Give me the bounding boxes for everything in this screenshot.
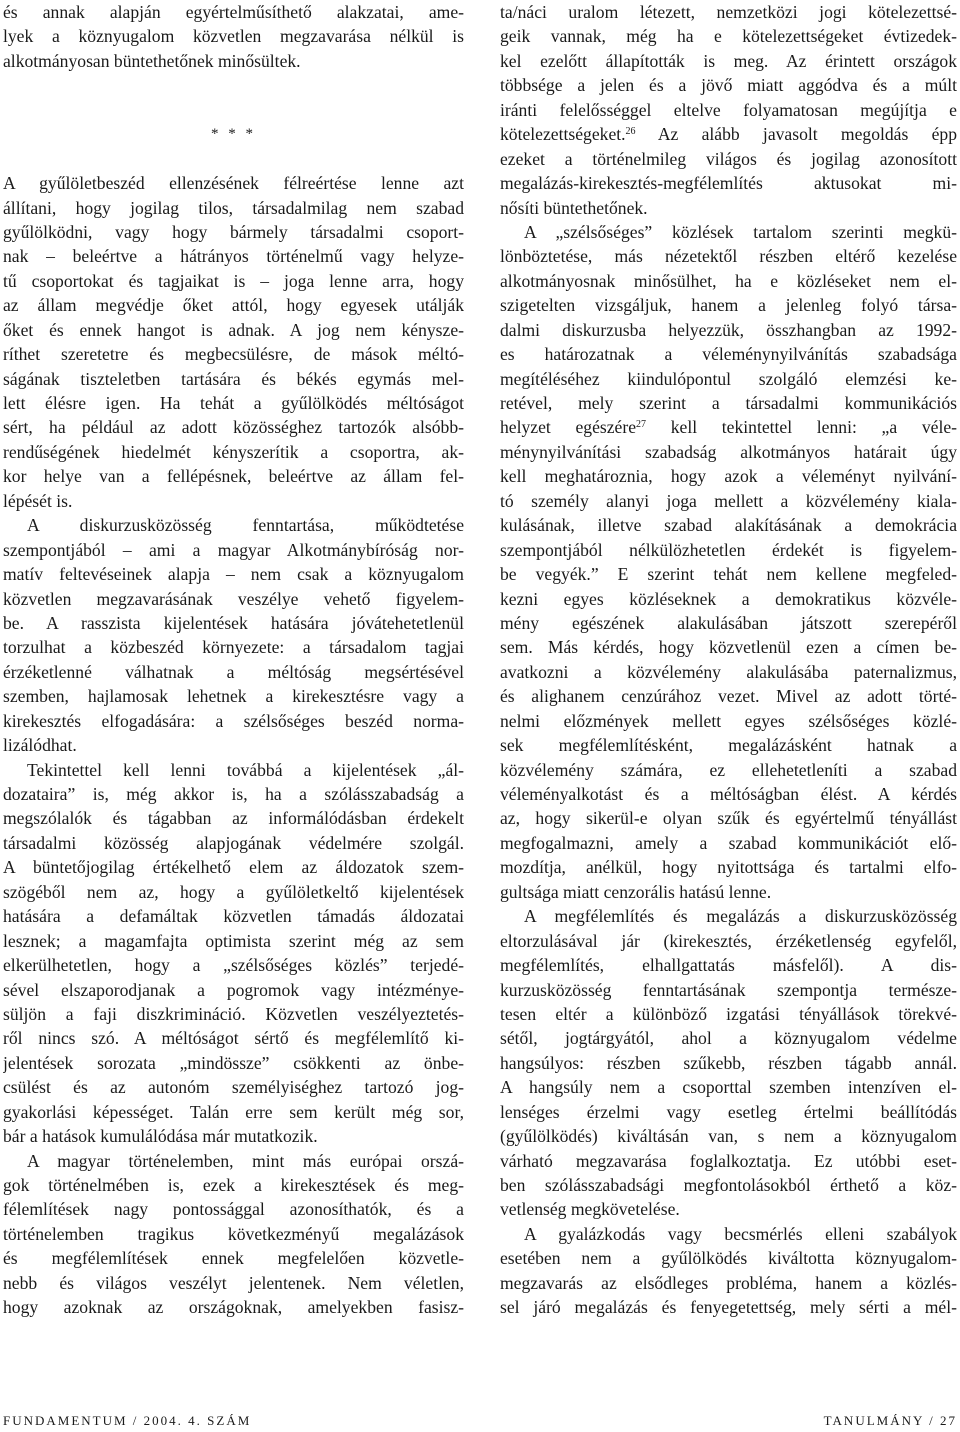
text-line: megszólalók és tágabban az informálódásban érdekelt — [3, 808, 464, 829]
text-line: mény egészének alakulásában játszott szerepéről — [500, 612, 957, 633]
text-line: bár a hatások kumulálódása már mutatkozik. — [3, 1126, 318, 1147]
text-line: közvetlen megzavarásának veszélye vehető figyelem- — [3, 588, 464, 609]
text-line: ta/náci uralom létezett, nemzetközi jogi kötelezettsé- — [500, 2, 957, 22]
text-line: nősíti büntethetőnek. — [500, 197, 648, 218]
text-line: avatkozni a közvélemény alakulásába paternalizmus, — [500, 661, 957, 682]
text-line: ságának tiszteletben tartására és békés egymás mel- — [3, 368, 464, 389]
text-segment: Az alább javasolt megoldás épp — [635, 124, 957, 145]
text-line: vetlenség megkövetelése. — [500, 1199, 680, 1220]
text-line: gyakorlási képességet. Talán erre sem került még sor, — [3, 1101, 464, 1122]
footer-journal: FUNDAMENTUM / 2004. 4. SZÁM — [3, 1413, 252, 1428]
text-line: Tekintettel kell lenni továbbá a kijelentések „ál- — [27, 759, 464, 780]
text-line: kel ezelőtt állapították is meg. Az érintett országok — [500, 50, 957, 71]
text-line: hatására a defamáltak közvetlen támadás áldozatai — [3, 906, 464, 927]
text-line: az állam megvédje őket attól, hogy egyesek utálják — [3, 295, 464, 316]
text-line: szögéből nem az, hogy a gyűlöletkeltő kijelentések — [3, 881, 464, 902]
text-line: ríthet szeretetre és megbecsülésre, de mások méltó- — [3, 344, 464, 365]
text-line: sétől, jogtárgyától, ahol a köznyugalom védelme — [500, 1028, 957, 1049]
text-line: megítéléséhez kiindulópontul szolgáló elemzési ke- — [500, 368, 957, 389]
text-line: ben szólásszabadsági megfontolásokból érthető a köz- — [500, 1175, 957, 1195]
text-line — [500, 415, 957, 439]
text-line: nelmi előzmények mellett egyes szélsőséges közlé- — [500, 710, 957, 731]
text-line — [500, 122, 957, 146]
text-line: eltorzulásával jár (kirekesztés, érzéketlenség egyfelől, — [500, 930, 957, 951]
text-line: geik vannak, még ha e kötelezettségeket évtizedek- — [500, 26, 957, 47]
text-line: állítani, hogy jogilag tilos, társadalmilag nem szabad — [3, 197, 464, 218]
text-line: es határozatnak a véleménynyilvánítás szabadsága — [500, 344, 957, 365]
text-line: megfélemlítés, elhallgattatás másfelől). A dis- — [500, 955, 957, 976]
text-line: és annak alapján egyértelműsíthető alakzatai, ame- — [3, 2, 464, 22]
text-line: A hangsúly nem a csoporttal szemben intenzíven el- — [500, 1077, 957, 1098]
text-line: az, hogy sikerül-e olyan szűk és egyértelmű tényállást — [500, 808, 957, 829]
text-line: tű csoportokat és tagjaikat is – joga lenne arra, hogy — [3, 270, 464, 291]
text-line: A magyar történelemben, mint más európai orszá- — [27, 1150, 464, 1171]
text-line: iránti felelősséggel eltelve folyamatosan megújítja e — [500, 99, 957, 120]
text-segment: helyzet egészére — [500, 417, 637, 438]
text-line: kirekesztés elfogadására: a szélsőséges beszéd norma- — [3, 710, 464, 731]
text-line: lönböztetése, más nézetektől részben eltérő kezelése — [500, 246, 957, 267]
text-line: dalmi diskurzusba helyezzük, összhangban az 1992- — [500, 319, 957, 340]
text-line: kurzusközösség fenntartásának szempontja természe- — [500, 979, 957, 1000]
text-line: sel járó megalázás és fenyegetettség, mely sérti a mél- — [500, 1297, 957, 1318]
text-line: be. A rasszista kijelentések hatására jóvátehetetlenül — [3, 612, 464, 633]
text-line: lett élésre igen. Ha tehát a gyűlölködés méltóságot — [3, 393, 464, 413]
text-line: szigetelten vizsgáljuk, hanem a jelenleg folyó társa- — [500, 295, 957, 316]
text-line: A gyalázkodás vagy becsmérlés elleni szabályok — [524, 1223, 957, 1244]
section-separator: * * * — [211, 126, 256, 143]
text-line: nebb és világos veszélyt jelentenek. Nem véletlen, — [3, 1272, 464, 1293]
text-line: jelentések sorozata „mindössze” csökkenti az önbe- — [3, 1052, 464, 1073]
text-line: A diskurzusközösség fenntartása, működtetése — [27, 515, 464, 536]
text-line: sért, ha például az adott közösséghez tartozók alsóbb- — [3, 417, 464, 438]
text-line: kell meghatároznia, hogy azok a véleményt nyilvání- — [500, 466, 957, 487]
text-line: véleményalkotást és a méltóságban élést. A kérdés — [500, 784, 957, 804]
footnote-ref: 27 — [636, 419, 647, 431]
text-line: mozdítja, anélkül, hogy nyitottsága és tartalmi elfo- — [500, 857, 957, 878]
text-line: és alighanem cenzúrához vezet. Mivel az adott törté- — [500, 686, 957, 707]
text-line: történelemben tragikus következményű megalázások — [3, 1223, 464, 1244]
text-line: nak – beleértve a hátrányos történelmű vagy helyze- — [3, 246, 464, 267]
text-line: (gyűlölködés) kiváltásán van, s nem a köznyugalom — [500, 1126, 957, 1147]
text-line: hangsúlyos: részben szűkebb, részben tágabb annál. — [500, 1052, 957, 1073]
text-line: gyűlölködni, vagy hogy bármely társadalmi csoport- — [3, 221, 464, 242]
text-line: hogy azoknak az országoknak, amelyekben fasisz- — [3, 1297, 464, 1318]
text-line: A büntetőjogilag értékelhető elem az áldozatok szem- — [3, 857, 464, 878]
text-line: tó személy alanyi joga mellett a közvélemény kiala- — [500, 490, 957, 511]
text-line: őket és ennek hangot is adnak. A jog nem kénysze- — [3, 319, 464, 340]
text-line: rendűségének hiedelmét kényszerítik a csoportra, ak- — [3, 441, 464, 462]
text-line: torzulhat a közbeszéd környezete: a társadalom tagjai — [3, 637, 464, 658]
text-line: ezeket a történelmileg világos és jogilag azonosított — [500, 148, 957, 169]
text-line: kezni egyes közléseknek a demokratikus közvéle- — [500, 588, 957, 609]
text-line: gok történelmében is, ezek a kirekesztések és meg- — [3, 1175, 464, 1195]
text-line: félemlítések nagy pontossággal azonosíthatók, és a — [3, 1199, 464, 1220]
text-line: A megfélemlítés és megalázás a diskurzusközösség — [524, 906, 957, 927]
text-line: süljön a faji diszkrimináció. Közvetlen veszélyeztetés- — [3, 1003, 464, 1024]
text-line: ménynyilvánítási szabadság alkotmányos határait úgy — [500, 441, 957, 462]
text-segment: kötelezettségeket. — [500, 124, 626, 145]
text-line: kor helye van a fellépésnek, beleértve az állam fel- — [3, 466, 464, 487]
text-line: csülést és az autonóm személyiséghez tartozó jog- — [3, 1077, 464, 1098]
text-line: be vegyék.” E szerint tehát nem kellene megfeled- — [500, 564, 957, 585]
text-line: lizálódhat. — [3, 735, 77, 756]
text-line: megalázás-kirekesztés-megfélemlítés aktusokat mi- — [500, 173, 957, 194]
text-line: megzavarás az elsődleges probléma, hanem a közlés- — [500, 1272, 957, 1293]
text-line: retével, mely szerint a társadalmi kommunikációs — [500, 393, 957, 413]
text-line: szemben, hajlamosak lehetnek a kirekesztésre vagy a — [3, 686, 464, 707]
text-line: alkotmányosnak minősülhet, ha e közléseket nem el- — [500, 270, 957, 291]
text-line: szempontjából – ami a magyar Alkotmánybíróság nor- — [3, 539, 464, 560]
text-line: alkotmányosan büntethetőnek minősültek. — [3, 50, 301, 71]
footnote-ref: 26 — [625, 126, 636, 138]
text-line: érzéketlenné válhatnak a méltóság megsértésével — [3, 661, 464, 682]
text-line: lépését is. — [3, 490, 73, 511]
text-line: megfogalmazni, amely a szabad kommunikációt elő- — [500, 832, 957, 853]
text-line: gultsága miatt cenzorális hatású lenne. — [500, 881, 772, 902]
text-segment: kell tekintettel lenni: „a véle- — [646, 417, 957, 438]
text-line: esetében nem a gyűlölködés kiváltotta köznyugalom- — [500, 1248, 957, 1269]
left-column — [3, 0, 464, 1320]
right-column — [500, 0, 957, 1320]
text-line: és megfélemlítések ennek megfelelően közvetle- — [3, 1248, 464, 1269]
text-line: ről nincs szó. A méltóságot sértő és megfélemlítő ki- — [3, 1028, 464, 1049]
text-line — [3, 73, 464, 97]
text-line: társadalmi közösség alapjogának védelmére szolgál. — [3, 832, 464, 853]
text-line: A gyűlöletbeszéd ellenzésének félreértése lenne azt — [3, 173, 464, 194]
text-line: sével elszaporodjanak a pogromok vagy intézménye- — [3, 979, 464, 1000]
text-line: dozataira” is, még akkor is, ha a szólásszabadság a — [3, 784, 464, 804]
text-line: szempontjából nélkülözhetetlen érdekét is figyelem- — [500, 539, 957, 560]
text-line: közvélemény számára, ez ellehetetleníti a szabad — [500, 759, 957, 780]
text-line: tesen eltér a különböző izgatási tényállások törekvé- — [500, 1003, 957, 1024]
text-line: A „szélsőséges” közlések tartalom szerinti megkü- — [524, 221, 957, 242]
text-line: kulásának, illetve szabad alakításának a demokrácia — [500, 515, 957, 536]
text-line: matív feltevéseinek alapja – nem csak a köznyugalom — [3, 564, 464, 585]
footer-section-page: TANULMÁNY / 27 — [823, 1413, 957, 1428]
text-line — [3, 98, 464, 122]
text-line: sek megfélemlítésként, megalázásként hatnak a — [500, 735, 957, 756]
text-line: elkerülhetetlen, hogy a „szélsőséges közlés” terjedé- — [3, 955, 464, 976]
text-line: lenséges érzelmi vagy esetleg értelmi beállítódás — [500, 1101, 957, 1122]
text-line: lesznek; a magamfajta optimista szerint még az sem — [3, 930, 464, 951]
text-line: sem. Más kérdés, hogy közvetlenül ezen a címen be- — [500, 637, 957, 658]
text-line: várható megzavarása foglalkoztatja. Ez utóbbi eset- — [500, 1150, 957, 1171]
text-line: lyek a köznyugalom közvetlen megzavarása nélkül is — [3, 26, 464, 47]
text-line — [3, 147, 464, 171]
text-line: többsége a jelen és a jövő miatt aggódva és a múlt — [500, 75, 957, 96]
